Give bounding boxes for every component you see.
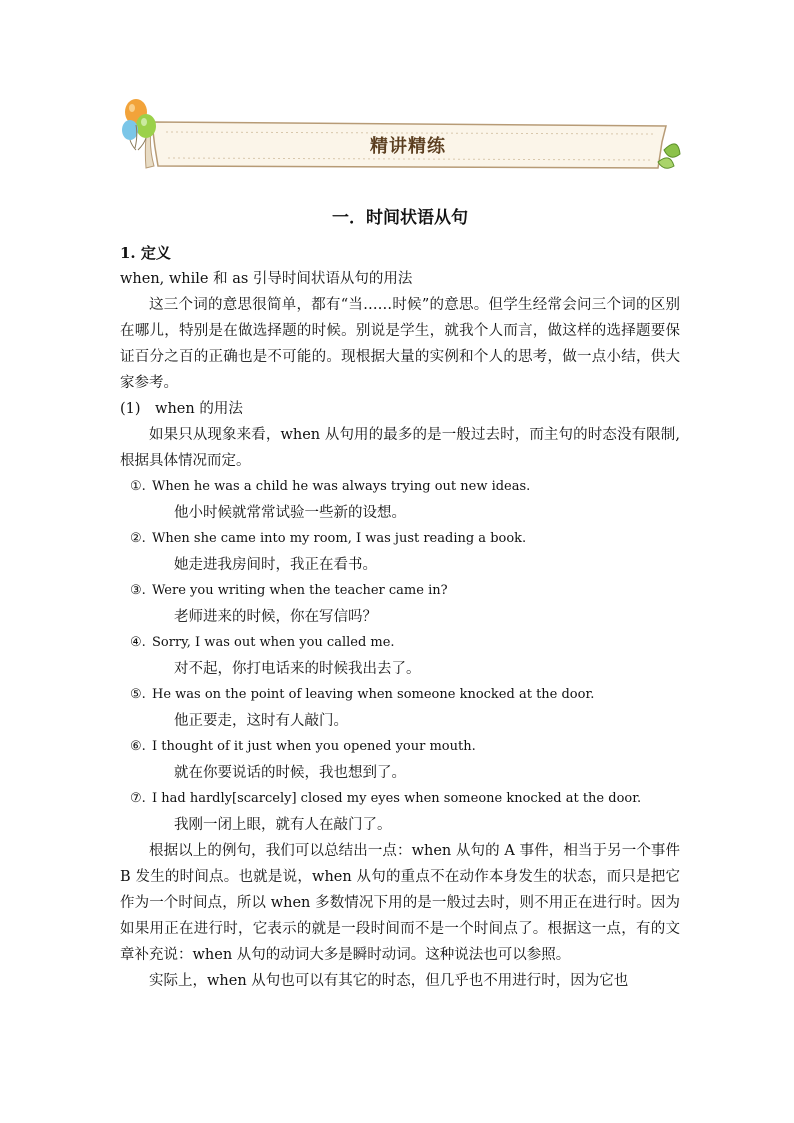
example-number: ⑦. xyxy=(130,791,146,806)
example-number: ①. xyxy=(130,479,146,494)
example-chinese: 我刚一闭上眼，就有人在敲门了。 xyxy=(174,817,392,833)
example-english: When he was a child he was always trying out new ideas. xyxy=(152,479,531,494)
example-item xyxy=(120,474,680,526)
example-english: Were you writing when the teacher came in? xyxy=(152,583,448,598)
sub-heading-when: (1) when 的用法 xyxy=(120,401,243,417)
example-chinese: 他小时候就常常试验一些新的设想。 xyxy=(174,505,406,521)
example-chinese: 对不起，你打电话来的时候我出去了。 xyxy=(174,661,421,677)
example-chinese: 他正要走，这时有人敲门。 xyxy=(174,713,348,729)
example-english: I had hardly[scarcely] closed my eyes when someone knocked at the door. xyxy=(152,791,642,806)
example-chinese: 就在你要说话的时候，我也想到了。 xyxy=(174,765,406,781)
example-list xyxy=(120,474,680,838)
paragraph-when-usage: 如果只从现象来看，when 从句用的最多的是一般过去时，而主句的时态没有限制,根据具体情况而定。 xyxy=(120,427,680,469)
example-item xyxy=(120,734,680,786)
example-item xyxy=(120,682,680,734)
example-chinese: 她走进我房间时，我正在看书。 xyxy=(174,557,377,573)
paragraph-summary: 根据以上的例句，我们可以总结出一点：when 从句的 A 事件，相当于另一个事件 B 发生的时间点。也就是说，when 从句的重点不在动作本身发生的状态，而只是把它作为一个时间点，所以 when 多数情况下用的是一般过去时，则不用正在进行时。因为如果用正在进行时，它表示的就是一段时间而不是一个时间点了。根据这一点，有的文章补充说：when 从句的动词大多是瞬时动词。这种说法也可以参照。 xyxy=(120,843,680,963)
definition-heading: 1. 定义 xyxy=(120,244,171,262)
example-english: I thought of it just when you opened your mouth. xyxy=(152,739,476,754)
paragraph-intro: 这三个词的意思很简单，都有“当……时候”的意思。但学生经常会问三个词的区别在哪儿，特别是在做选择题的时候。别说是学生，就我个人而言，做这样的选择题要保证百分之百的正确也是不可能的。现根据大量的实例和个人的思考，做一点小结，供大家参考。 xyxy=(120,297,680,391)
banner-title: 精讲精练 xyxy=(370,136,446,157)
example-english: Sorry, I was out when you called me. xyxy=(152,635,395,650)
example-number: ③. xyxy=(130,583,146,598)
example-number: ⑤. xyxy=(130,687,146,702)
example-item xyxy=(120,630,680,682)
example-number: ④. xyxy=(130,635,146,650)
document-body xyxy=(120,204,680,994)
example-english: When she came into my room, I was just reading a book. xyxy=(152,531,527,546)
example-item xyxy=(120,526,680,578)
example-chinese: 老师进来的时候，你在写信吗？ xyxy=(174,609,377,625)
paragraph-continued: 实际上，when 从句也可以有其它的时态，但几乎也不用进行时，因为它也 xyxy=(149,973,629,989)
section-title: 一．时间状语从句 xyxy=(332,208,468,228)
example-english: He was on the point of leaving when someone knocked at the door. xyxy=(152,687,595,702)
example-item xyxy=(120,786,680,838)
intro-line: when, while 和 as 引导时间状语从句的用法 xyxy=(120,271,413,287)
example-number: ⑥. xyxy=(130,739,146,754)
example-number: ②. xyxy=(130,531,146,546)
example-item xyxy=(120,578,680,630)
